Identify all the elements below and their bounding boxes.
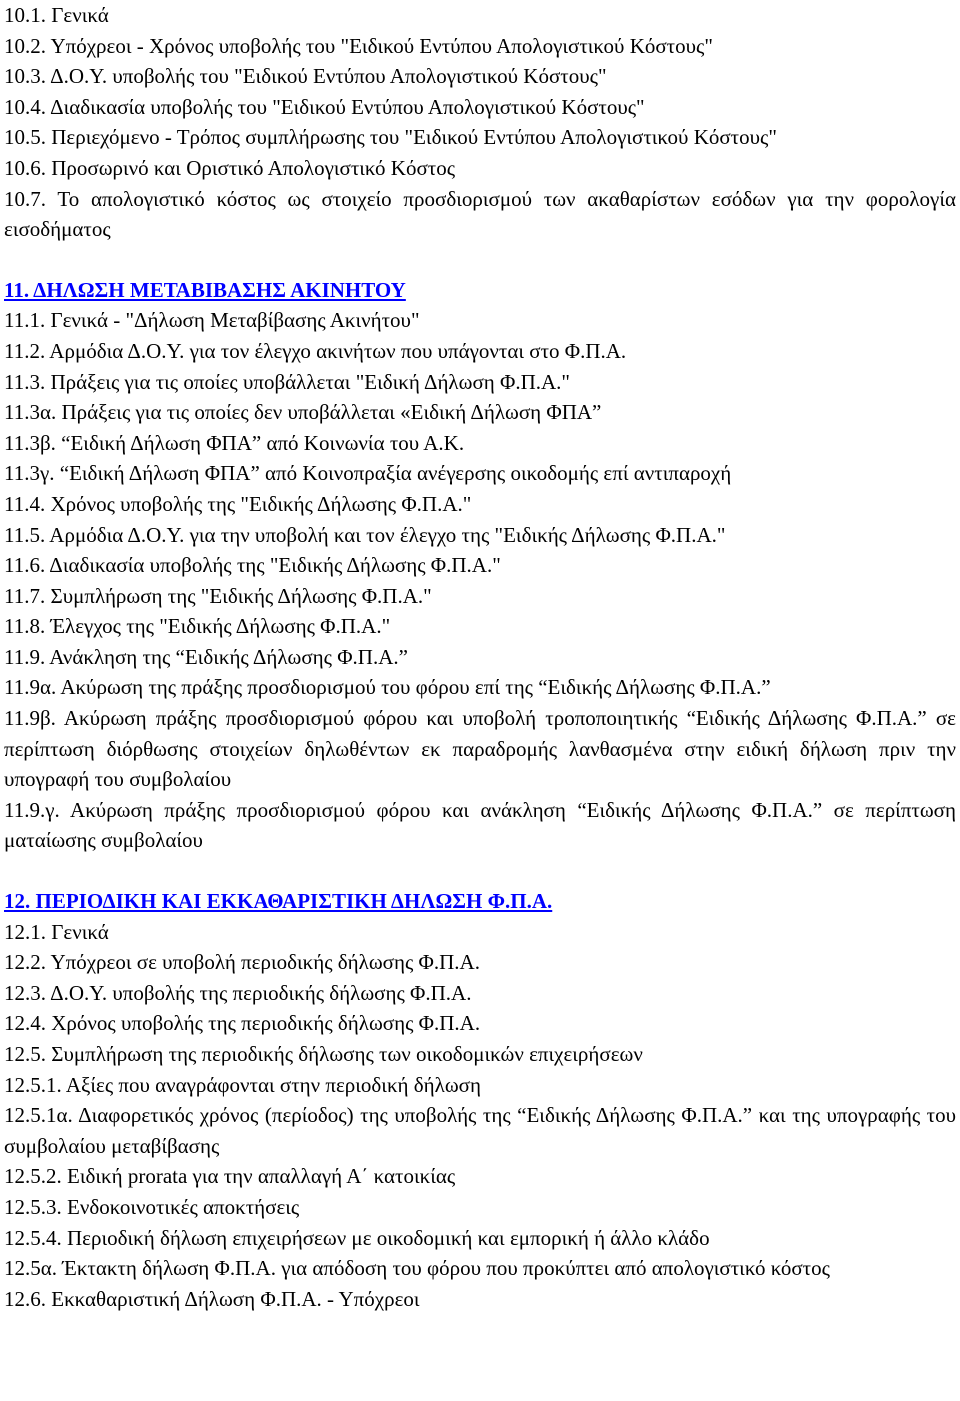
toc-item-11-3b: 11.3β. “Ειδική Δήλωση ΦΠΑ” από Κοινωνία του Α.Κ. [4, 430, 465, 455]
section-11-list [4, 305, 956, 856]
toc-item-12-6: 12.6. Εκκαθαριστική Δήλωση Φ.Π.Α. - Υπόχρεοι [4, 1286, 420, 1311]
toc-item-12-3: 12.3. Δ.Ο.Υ. υποβολής της περιοδικής δήλωσης Φ.Π.Α. [4, 980, 472, 1005]
toc-item-12-5-1a: 12.5.1α. Διαφορετικός χρόνος (περίοδος) της υποβολής της “Ειδικής Δήλωσης Φ.Π.Α.” και της υπογραφής του συμβολαίου μεταβίβασης [4, 1103, 956, 1158]
toc-item-11-3a: 11.3α. Πράξεις για τις οποίες δεν υποβάλλεται «Ειδική Δήλωση ΦΠΑ” [4, 400, 602, 425]
toc-item-11-9c: 11.9.γ. Ακύρωση πράξης προσδιορισμού φόρου και ανάκληση “Ειδικής Δήλωσης Φ.Π.Α.” σε περίπτωση ματαίωσης συμβολαίου [4, 797, 956, 853]
toc-item-11-5: 11.5. Αρμόδια Δ.Ο.Υ. για την υποβολή και τον έλεγχο της "Ειδικής Δήλωσης Φ.Π.Α." [4, 522, 726, 547]
toc-item-12-5a: 12.5α. Έκτακτη δήλωση Φ.Π.Α. για απόδοση του φόρου που προκύπτει από απολογιστικό κόστος [4, 1256, 830, 1281]
toc-item-12-4: 12.4. Χρόνος υποβολής της περιοδικής δήλωσης Φ.Π.Α. [4, 1011, 481, 1036]
section-11-heading: 11. ΔΗΛΩΣΗ ΜΕΤΑΒΙΒΑΣΗΣ ΑΚΙΝΗΤΟΥ [4, 277, 406, 302]
toc-item-11-9a: 11.9α. Ακύρωση της πράξης προσδιορισμού του φόρου επί της “Ειδικής Δήλωσης Φ.Π.Α.” [4, 675, 771, 700]
table-of-contents [4, 0, 956, 1314]
toc-item-11-3c: 11.3γ. “Ειδική Δήλωση ΦΠΑ” από Κοινοπραξία ανέγερσης οικοδομής επί αντιπαροχή [4, 461, 732, 486]
toc-item-12-5-2: 12.5.2. Ειδική prorata για την απαλλαγή Α΄ κατοικίας [4, 1164, 456, 1189]
toc-item-10-1: 10.1. Γενικά [4, 3, 109, 27]
toc-item-12-5-4: 12.5.4. Περιοδική δήλωση επιχειρήσεων με οικοδομική και εμπορική ή άλλο κλάδο [4, 1225, 710, 1250]
toc-item-10-4: 10.4. Διαδικασία υποβολής του "Ειδικού Εντύπου Απολογιστικού Κόστους" [4, 94, 645, 119]
toc-item-11-9b: 11.9β. Ακύρωση πράξης προσδιορισμού φόρου και υποβολή τροποποιητικής “Ειδικής Δήλωσης Φ.Π.Α.” σε περίπτωση διόρθωσης στοιχείων δηλωθέντων εκ παραδρομής λανθασμένα στην ειδική δήλωση πριν την υπογραφή του συμβολαίου [4, 706, 956, 792]
toc-item-10-5: 10.5. Περιεχόμενο - Τρόπος συμπλήρωσης του "Ειδικού Εντύπου Απολογιστικού Κόστους" [4, 125, 777, 150]
toc-item-10-6: 10.6. Προσωρινό και Οριστικό Απολογιστικό Κόστος [4, 155, 456, 180]
toc-item-11-7: 11.7. Συμπλήρωση της "Ειδικής Δήλωσης Φ.Π.Α." [4, 583, 432, 608]
section-10-list [4, 0, 956, 245]
toc-item-12-5-1: 12.5.1. Αξίες που αναγράφονται στην περιοδική δήλωση [4, 1072, 481, 1097]
toc-item-11-6: 11.6. Διαδικασία υποβολής της "Ειδικής Δήλωσης Φ.Π.Α." [4, 553, 501, 578]
section-gap [4, 856, 956, 886]
toc-item-12-5: 12.5. Συμπλήρωση της περιοδικής δήλωσης των οικοδομικών επιχειρήσεων [4, 1042, 643, 1066]
toc-item-10-3: 10.3. Δ.Ο.Υ. υποβολής του "Ειδικού Εντύπου Απολογιστικού Κόστους" [4, 64, 607, 89]
toc-item-11-4: 11.4. Χρόνος υποβολής της "Ειδικής Δήλωσης Φ.Π.Α." [4, 491, 472, 516]
toc-item-10-7: 10.7. Το απολογιστικό κόστος ως στοιχείο προσδιορισμού των ακαθαρίστων εσόδων για την φορολογία εισοδήματος [4, 186, 956, 242]
toc-item-12-1: 12.1. Γενικά [4, 919, 109, 944]
toc-item-10-2: 10.2. Υπόχρεοι - Χρόνος υποβολής του "Ειδικού Εντύπου Απολογιστικού Κόστους" [4, 33, 713, 58]
toc-item-11-8: 11.8. Έλεγχος της "Ειδικής Δήλωσης Φ.Π.Α." [4, 614, 391, 639]
toc-item-12-5-3: 12.5.3. Ενδοκοινοτικές αποκτήσεις [4, 1194, 300, 1219]
section-gap [4, 245, 956, 275]
toc-item-12-2: 12.2. Υπόχρεοι σε υποβολή περιοδικής δήλωσης Φ.Π.Α. [4, 950, 480, 975]
toc-item-11-9: 11.9. Ανάκληση της “Ειδικής Δήλωσης Φ.Π.Α.” [4, 644, 408, 669]
toc-item-11-3: 11.3. Πράξεις για τις οποίες υποβάλλεται "Ειδική Δήλωση Φ.Π.Α." [4, 369, 570, 394]
toc-item-11-1: 11.1. Γενικά - "Δήλωση Μεταβίβασης Ακινήτου" [4, 308, 420, 333]
section-12-heading: 12. ΠΕΡΙΟΔΙΚΗ ΚΑΙ ΕΚΚΑΘΑΡΙΣΤΙΚΗ ΔΗΛΩΣΗ Φ.Π.Α. [4, 889, 553, 914]
section-12-list [4, 917, 956, 1315]
toc-item-11-2: 11.2. Αρμόδια Δ.Ο.Υ. για τον έλεγχο ακινήτων που υπάγονται στο Φ.Π.Α. [4, 338, 627, 363]
